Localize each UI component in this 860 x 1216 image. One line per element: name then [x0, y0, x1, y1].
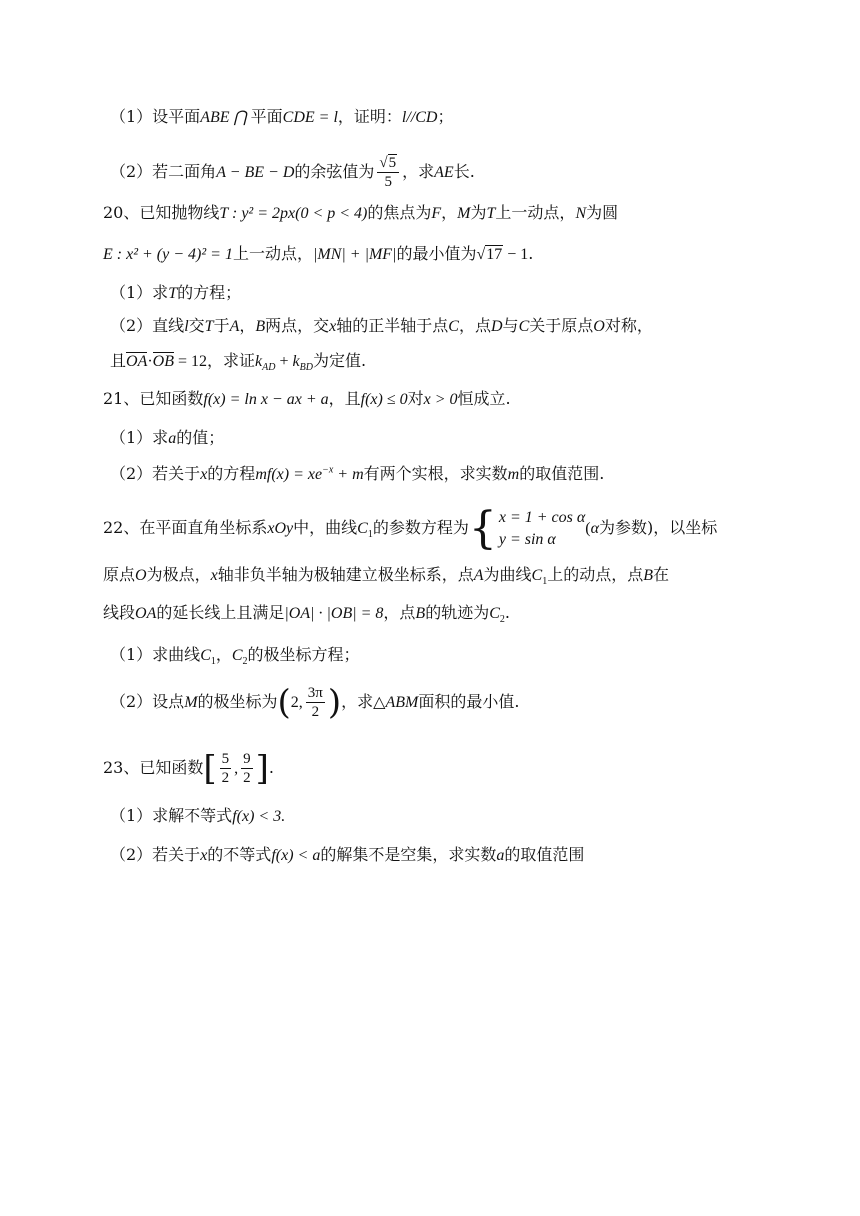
q21-2-c: 的方程: [207, 464, 256, 483]
q20-F: F: [431, 205, 442, 222]
q20-2b-a: 且: [110, 351, 127, 370]
q20-2b-b: ，求证: [207, 351, 256, 370]
q22b-x: x: [210, 567, 218, 584]
q20-2-A: A: [229, 318, 240, 335]
nine-den: 2: [243, 770, 251, 786]
q22-xoy: xOy: [267, 520, 294, 537]
q22b-O: O: [135, 567, 147, 584]
q19-ae: AE: [434, 164, 454, 181]
q22b-c: 为极点，: [146, 565, 211, 584]
q22-stem-3: [103, 602, 860, 625]
q21-plus-m: + m: [333, 466, 364, 483]
q19-part1-text-b: ，证明：: [337, 107, 402, 126]
m-coord-2: 2,: [290, 694, 303, 711]
q22c-d: ，点: [383, 603, 416, 622]
q22b-a: 原点: [103, 565, 136, 584]
q22b-B: B: [643, 567, 653, 584]
q21-a: 21、已知函数: [103, 389, 204, 408]
q23-part2: [110, 844, 860, 867]
cos-den: 5: [384, 174, 392, 190]
q20-2-T: T: [204, 318, 214, 335]
q22-part1: [110, 644, 860, 667]
ineq-f3: f(x) < 3.: [232, 808, 286, 825]
nine-halves: [241, 750, 253, 787]
q20-2-l: l: [184, 318, 189, 335]
tri-abm: △ABM: [373, 694, 419, 711]
q22b-e: 轴非负半轴为极轴建立极坐标系，点: [217, 565, 474, 584]
q20-circle-word: 为圆: [586, 203, 619, 222]
q20-text-a: 20、已知抛物线: [103, 203, 220, 222]
sqrt5-radicand: 5: [388, 155, 397, 171]
k-ad-sub: AD: [262, 362, 276, 374]
q21-part1: [110, 427, 860, 450]
q21-2-f: 的取值范围.: [519, 464, 605, 483]
q22-1-c: 的极坐标方程；: [247, 645, 360, 664]
q20-part1: [110, 282, 860, 305]
q22c-a: 线段: [103, 603, 136, 622]
q19-part1-text-c: ；: [437, 107, 454, 126]
five: 5: [221, 751, 230, 767]
q22-stem-2: [103, 564, 860, 587]
plus: +: [275, 353, 293, 370]
q22c-c: 的延长线上且满足: [156, 603, 285, 622]
three-pi: 3π: [307, 685, 323, 701]
k-ad: k: [255, 353, 263, 370]
q23-1-a: （1）求解不等式: [110, 806, 233, 825]
q20-wei: 为: [470, 203, 487, 222]
q22-2-c: 的极坐标为: [197, 692, 278, 711]
q22c-g: .: [504, 603, 510, 622]
q19-part1-text-a: （1）设平面: [110, 107, 201, 126]
q20-2-a: （2）直线: [110, 316, 185, 335]
q20-2-D: D: [490, 318, 503, 335]
q22-c: 中，曲线: [293, 518, 358, 537]
q20-2-i: 两点，交: [265, 316, 330, 335]
q22-a: 22、在平面直角坐标系: [103, 518, 268, 537]
q21-1-a-var: a: [168, 430, 177, 447]
q22c-c2: C: [489, 605, 500, 622]
q22c-B: B: [415, 605, 426, 622]
q21-mfx: mf(x) = xe: [255, 466, 323, 483]
dot-eq-12: = 12: [174, 353, 208, 370]
q22c-c2-sub: 2: [499, 614, 505, 626]
q22-1-c1-sub: 1: [210, 656, 216, 668]
q22-1-b: ，: [215, 645, 232, 664]
q21-2-x: x: [200, 466, 208, 483]
q19-part2-text-a: （2）若二面角: [110, 162, 217, 181]
den-two: 2: [311, 704, 320, 720]
q20b-text-a: 上一动点，: [232, 244, 313, 263]
q22b-c1-sub: 1: [542, 576, 548, 588]
q20-N: N: [575, 205, 587, 222]
q20-text-b: 的焦点为: [367, 203, 432, 222]
q22-d: 的参数方程为: [372, 518, 469, 537]
q20-stem-2: [103, 243, 860, 266]
q23-part1: [110, 805, 860, 828]
q22b-j: 在: [652, 565, 669, 584]
q19-part2: [110, 150, 860, 195]
q22-paren: (: [585, 520, 591, 537]
q20-2-e: 于: [213, 316, 230, 335]
q22b-c1: C: [531, 567, 543, 584]
q20-2-C: C: [448, 318, 459, 335]
q22-2-a: （2）设点: [110, 692, 185, 711]
q22-c1: C: [357, 520, 368, 537]
q22b-A: A: [473, 567, 484, 584]
five-halves: [220, 750, 232, 787]
vector-ob: OB: [152, 353, 174, 370]
q22c-f: 的轨迹为: [425, 603, 490, 622]
vector-oa: OA: [126, 353, 148, 370]
q19-cde: CDE = l: [282, 109, 338, 126]
q22c-oa-ob: |OA| · |OB| = 8: [284, 605, 384, 622]
q19-l-par-cd: l//CD: [401, 109, 438, 126]
q20-2-C2: C: [518, 318, 530, 335]
q20-2-O: O: [593, 318, 605, 335]
q21-2-d: 有两个实根，求实数: [363, 464, 508, 483]
q20-2-g: ，: [239, 316, 256, 335]
q20-1-text-a: （1）求: [110, 283, 169, 302]
q22b-g: 为曲线: [483, 565, 532, 584]
q21-d: 恒成立.: [457, 389, 511, 408]
cos-fraction: $\frac{√5}{5}$: [377, 154, 399, 191]
q21-fx-def: f(x) = ln x − ax + a: [203, 391, 329, 408]
q20-2-o: 与: [502, 316, 519, 335]
q21-b: ，且: [328, 389, 361, 408]
ineq-fa: f(x) < a: [271, 847, 321, 864]
q19-part2-text-b: 的余弦值为: [294, 162, 375, 181]
q20-T: T: [486, 205, 496, 222]
q22b-h: 上的动点，点: [547, 565, 644, 584]
q23-2-c: 的不等式: [207, 845, 272, 864]
q20-part2: [110, 315, 860, 338]
q20-2-q: 关于原点: [529, 316, 594, 335]
q23-a: 23、已知函数: [103, 758, 204, 777]
q22-1-c1: C: [200, 647, 211, 664]
q22-2-M: M: [184, 694, 198, 711]
sqrt17-radicand: 17: [486, 246, 503, 263]
q23-2-d: 的解集不是空集，求实数: [320, 845, 497, 864]
q20-moving: 上一动点，: [495, 203, 576, 222]
q21-c: 对: [407, 389, 424, 408]
k-bd: k: [292, 353, 300, 370]
q21-1-a: （1）求: [110, 428, 169, 447]
q23-b: .: [268, 758, 274, 777]
q20-circle: E : x² + (y − 4)² = 1: [103, 246, 233, 263]
three-pi-over-two: [306, 684, 325, 721]
q20b-text-b: 的最小值为: [396, 244, 477, 263]
q21-x-gt0: x > 0: [423, 391, 458, 408]
q22-f: 为参数)，以坐标: [599, 518, 718, 537]
q20-stem: [103, 202, 860, 225]
q20-2-k: 轴的正半轴于点: [336, 316, 449, 335]
q20-parabola: T : y² = 2px(0 < p < 4): [219, 205, 368, 222]
q23-2-f: 的取值范围: [504, 845, 585, 864]
q20-comma: ，: [441, 203, 458, 222]
q20-M: M: [457, 205, 471, 222]
q20-2-m: ，点: [458, 316, 491, 335]
q20-part2-cont: 且OA·OB = 12，求证$k_{AD} + k_{BD}$为定值.: [110, 351, 367, 374]
q21-stem: [103, 388, 860, 411]
q21-2-a: （2）若关于: [110, 464, 201, 483]
q22-1-c2: C: [231, 647, 243, 664]
q22-c1-sub: 1: [367, 529, 373, 541]
q22-alpha: α: [590, 520, 599, 537]
q21-exp: −x: [322, 464, 334, 476]
five-den: 2: [221, 770, 230, 786]
sys-line2: y = sin α: [498, 530, 556, 548]
nine: 9: [243, 751, 251, 767]
q20-2-c: 交: [188, 316, 205, 335]
param-system: { x = 1 + cos α y = sin α: [468, 502, 586, 554]
q23-2-a-var: a: [496, 847, 505, 864]
q19-abe-cap: ABE ⋂: [200, 109, 251, 126]
q19-dihedral: A − BE − D: [216, 164, 295, 181]
q20-mn-mf: |MN| + |MF|: [312, 246, 397, 263]
sys-line1: x = 1 + cos α: [498, 508, 586, 526]
q22-part2: （2）设点M的极坐标为(2, $\frac{3\pi}{2}$ )，求△ABM面积的最小值.: [110, 682, 520, 723]
q21-part2: [110, 463, 860, 486]
q22-1-c2-sub: 2: [242, 656, 248, 668]
q21-1-c: 的值；: [176, 428, 225, 447]
q21-2-m: m: [507, 466, 520, 483]
minus-one: − 1: [503, 246, 529, 263]
q20-2-x: x: [329, 318, 337, 335]
q20-2b-c: 为定值.: [312, 351, 367, 370]
q22-2-e: 面积的最小值.: [418, 692, 520, 711]
q22-2-d: ，求: [341, 692, 374, 711]
sqrt17: √17: [476, 246, 503, 263]
q19-part2-text-c: ，求: [402, 162, 435, 181]
q23-stem: 23、已知函数[ $\frac{5}{2}$ , $\frac{9}{2}$ ].: [103, 748, 274, 789]
q23-2-x: x: [200, 847, 208, 864]
q20-2-B: B: [255, 318, 266, 335]
q20-2-s: 对称，: [604, 316, 653, 335]
q22c-oa: OA: [135, 605, 157, 622]
q20b-period: .: [528, 244, 534, 263]
q23-2-a: （2）若关于: [110, 845, 201, 864]
q21-fx-le0: f(x) ≤ 0: [360, 391, 408, 408]
q19-part2-text-e: 长.: [453, 162, 475, 181]
q22-1-a: （1）求曲线: [110, 645, 201, 664]
q22-stem: [103, 504, 860, 553]
q20-1-T: T: [168, 285, 178, 302]
q19-plane-word: 平面: [250, 107, 283, 126]
q19-part1: [110, 106, 860, 129]
k-bd-sub: BD: [299, 362, 313, 374]
q20-1-text-c: 的方程；: [177, 283, 242, 302]
